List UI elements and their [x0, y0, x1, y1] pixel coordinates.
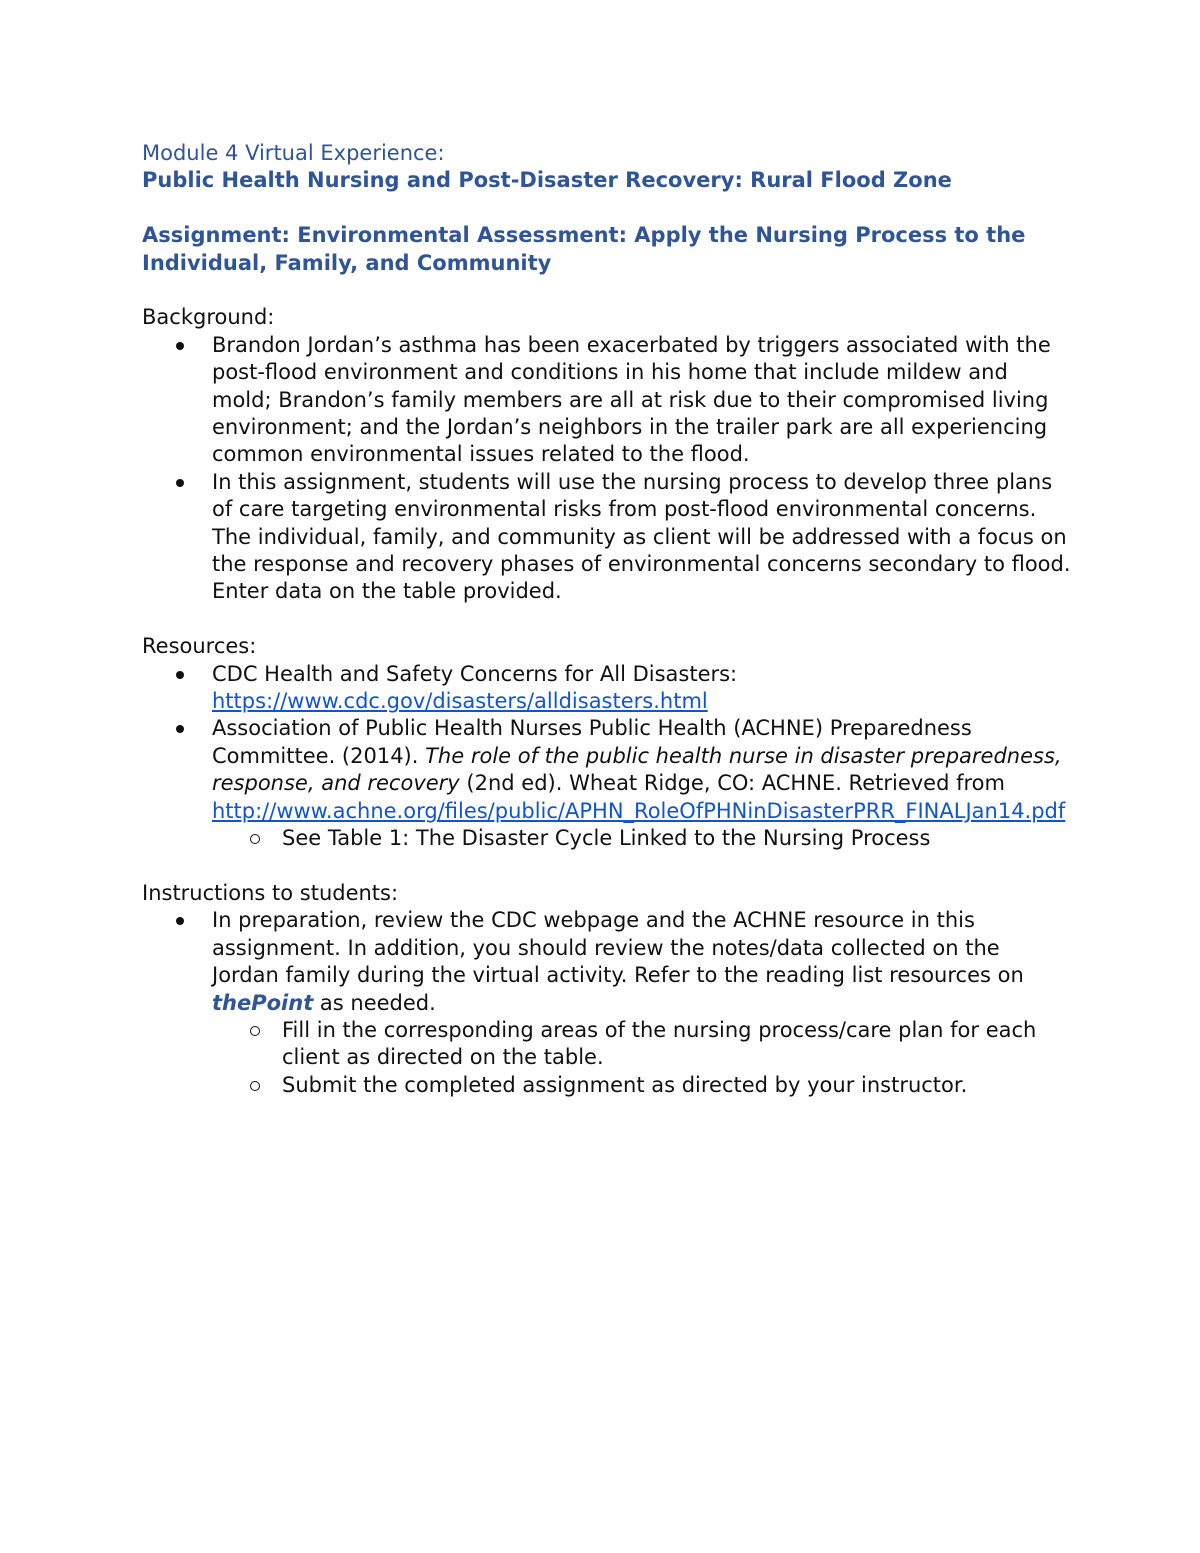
resource-achne-text-after: (2nd ed). Wheat Ridge, CO: ACHNE. Retrieved from: [459, 771, 1005, 796]
spacer: [142, 195, 1072, 222]
achne-sub-list: [212, 825, 1072, 852]
achne-sub-item: See Table 1: The Disaster Cycle Linked to the Nursing Process: [212, 825, 1072, 852]
resources-list: [142, 661, 1072, 853]
instructions-text: In preparation, review the CDC webpage and the ACHNE resource in this assignment. In addition, you should review the notes/data collected on the Jordan family during the virtual activity. Refer to the reading list resources on: [212, 908, 1024, 988]
resources-label: Resources:: [142, 634, 257, 659]
instructions-sub-list: [212, 1017, 1072, 1099]
instructions-item: [142, 907, 1072, 1099]
document-page: [142, 140, 1072, 1099]
resource-cdc-text: CDC Health and Safety Concerns for All Disasters:: [212, 661, 738, 686]
assignment-title: Assignment: Environmental Assessment: Apply the Nursing Process to the Individual, Family, and Community: [142, 223, 1026, 275]
instructions-text-after: as needed.: [313, 990, 436, 1015]
resource-item-achne: [142, 715, 1072, 852]
instructions-sub-item: Submit the completed assignment as directed by your instructor.: [212, 1072, 1072, 1099]
thepoint-link[interactable]: thePoint: [212, 990, 314, 1015]
cdc-link[interactable]: https://www.cdc.gov/disasters/alldisasters.html: [212, 689, 708, 714]
instructions-list: [142, 907, 1072, 1099]
instructions-sub-item: Fill in the corresponding areas of the nursing process/care plan for each client as directed on the table.: [212, 1017, 1072, 1072]
resource-item-cdc: [142, 661, 1072, 716]
spacer: [142, 606, 1072, 633]
background-label: Background:: [142, 305, 275, 330]
spacer: [142, 277, 1072, 304]
resource-achne-text: Association of Public Health Nurses Public Health (ACHNE) Preparedness Committee. (2014).: [212, 716, 972, 768]
resource-achne-title: The role of the public health nurse in disaster preparedness, response, and recovery: [212, 743, 1062, 796]
document-subtitle: Public Health Nursing and Post-Disaster Recovery: Rural Flood Zone: [142, 168, 952, 193]
module-title: Module 4 Virtual Experience:: [142, 141, 445, 165]
background-item: In this assignment, students will use the nursing process to develop three plans of care targeting environmental risks from post-flood environmental concerns. The individual, family, and community as client will be addressed with a focus on the response and recovery phases of environmental concerns secondary to flood. Enter data on the table provided.: [142, 469, 1072, 606]
background-list: [142, 332, 1072, 606]
achne-link[interactable]: http://www.achne.org/files/public/APHN_RoleOfPHNinDisasterPRR_FINALJan14.pdf: [212, 798, 1066, 823]
background-item: Brandon Jordan’s asthma has been exacerbated by triggers associated with the post-flood environment and conditions in his home that include mildew and mold; Brandon’s family members are all at risk due to their compromised living environment; and the Jordan’s neighbors in the trailer park are all experiencing common environmental issues related to the flood.: [142, 332, 1072, 469]
instructions-label: Instructions to students:: [142, 880, 399, 905]
spacer: [142, 853, 1072, 880]
